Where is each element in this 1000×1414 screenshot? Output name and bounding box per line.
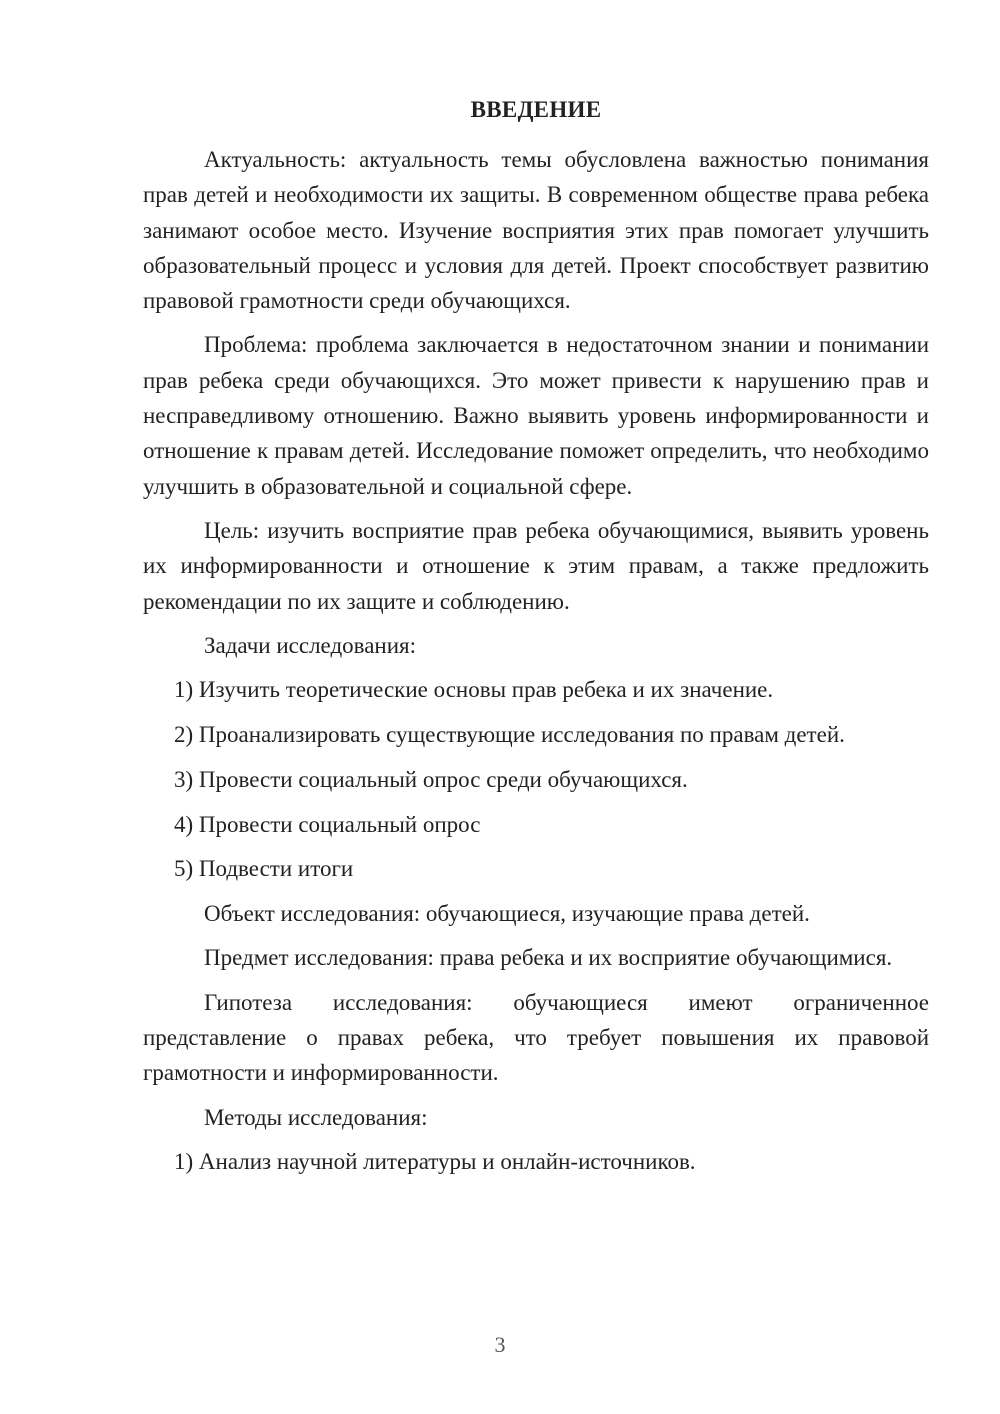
task-item-1: 1) Изучить теоретические основы прав ребека и их значение. [174, 677, 774, 703]
task-item-2: 2) Проанализировать существующие исследования по правам детей. [174, 721, 845, 747]
document-body [143, 142, 929, 1189]
paragraph-object: Объект исследования: обучающиеся, изучающие права детей. [204, 901, 810, 927]
task-item-4: 4) Провести социальный опрос [174, 811, 481, 837]
task-item-3: 3) Провести социальный опрос среди обучающихся. [174, 766, 688, 792]
paragraph-hypothesis: Гипотеза исследования: обучающиеся имеют ограниченное представление о правах ребека, что требует повышения их правовой грамотности и информированности. [143, 989, 929, 1086]
task-item-5: 5) Подвести итоги [174, 856, 354, 882]
paragraph-subject: Предмет исследования: права ребека и их восприятие обучающимися. [204, 945, 893, 971]
methods-list [143, 1144, 929, 1179]
tasks-list [143, 672, 929, 886]
paragraph-problem: Проблема: проблема заключается в недостаточном знании и понимании прав ребека среди обучающихся. Это может привести к нарушению прав и несправедливому отношению. Важно выявить уровень информированности и отношение к правам детей. Исследование поможет определить, что необходимо улучшить в образовательной и социальной сфере. [143, 332, 929, 499]
page-number: 3 [494, 1332, 506, 1357]
paragraph-goal: Цель: изучить восприятие прав ребека обучающимися, выявить уровень их информированности и отношение к этим правам, а также предложить рекомендации по их защите и соблюдению. [143, 517, 929, 614]
methods-heading: Методы исследования: [204, 1104, 428, 1130]
page-title: ВВЕДЕНИЕ [470, 97, 602, 122]
paragraph-relevance: Актуальность: актуальность темы обусловлена важностью понимания прав детей и необходимости их защиты. В современном обществе права ребека занимают особое место. Изучение восприятия этих прав помогает улучшить образовательный процесс и условия для детей. Проект способствует развитию правовой грамотности среди обучающихся. [143, 147, 929, 314]
method-item-1: 1) Анализ научной литературы и онлайн-источников. [174, 1148, 696, 1174]
tasks-heading: Задачи исследования: [204, 632, 417, 658]
